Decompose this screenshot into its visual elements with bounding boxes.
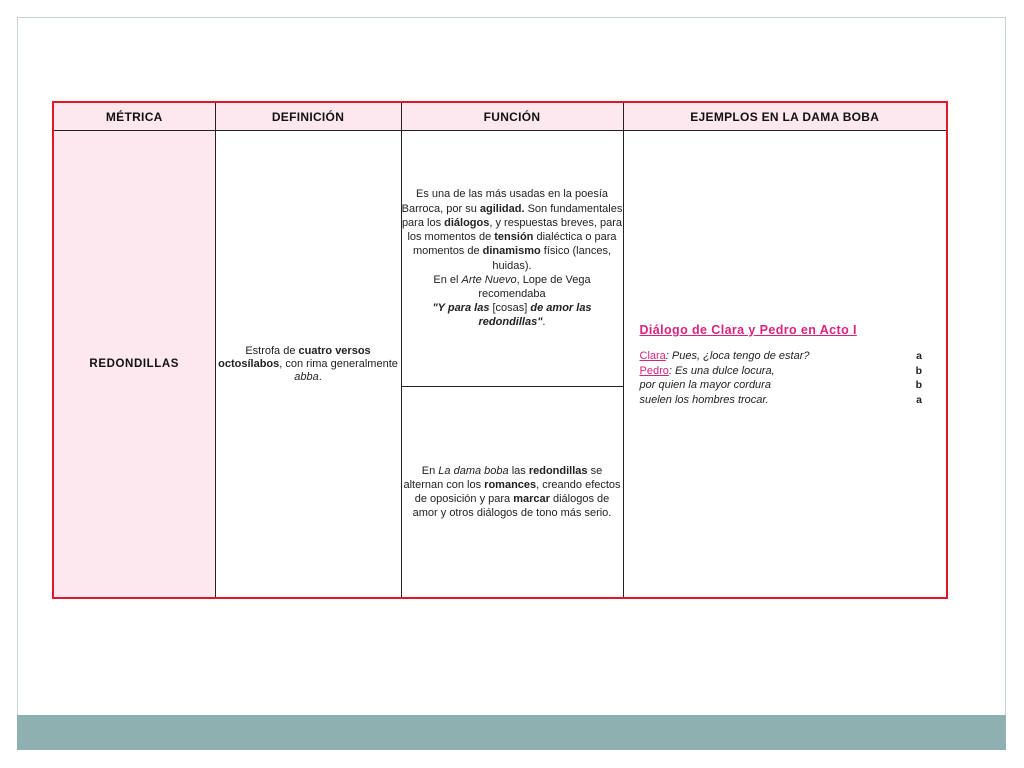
quote-text: de amor las redondillas" [478, 302, 592, 329]
verse-content: suelen los hombres trocar. [639, 393, 769, 406]
definition-bold: cuatro versos octosílabos [218, 344, 371, 370]
verse-content: por quien la mayor cordura [639, 379, 771, 391]
function-text: , Lope de Vega recomendaba [478, 273, 591, 300]
function-bold: tensión [494, 231, 534, 244]
verse-line [640, 364, 933, 379]
function-bold: redondillas [528, 464, 588, 477]
header-row [53, 102, 947, 131]
metric-table [52, 101, 948, 599]
speaker-name: Clara [639, 350, 666, 362]
table-row [53, 131, 947, 387]
verse-text [640, 393, 769, 408]
function-text: En [421, 464, 439, 477]
function-text: físico (lances, huidas). [492, 245, 612, 272]
function-bold: diálogos [444, 216, 490, 229]
rhyme-letter: b [915, 379, 922, 391]
verse-line [640, 378, 933, 393]
function-bold: agilidad. [479, 202, 525, 215]
function-italic: Arte Nuevo [461, 273, 517, 286]
function-text: Son fundamentales para los [401, 202, 623, 229]
verse-list [640, 349, 933, 407]
verse-line [640, 349, 933, 364]
verse-text [640, 364, 775, 379]
header-ejemplos: EJEMPLOS EN LA DAMA BOBA [623, 102, 947, 131]
function-text: las [508, 464, 529, 477]
header-metrica: MÉTRICA [53, 102, 215, 131]
function-text: diálogos de amor y otros diálogos de tono más serio. [412, 493, 612, 520]
definition-text: Estrofa de [245, 344, 299, 357]
function-italic: La dama boba [438, 464, 509, 477]
quote-text: "Y para las [432, 302, 493, 315]
verse-line [640, 393, 933, 408]
function-text: En el [433, 273, 462, 286]
function-bold: dinamismo [482, 245, 541, 258]
definition-text: . [318, 370, 322, 383]
examples-cell [623, 131, 947, 599]
rhyme-letter: a [916, 350, 922, 362]
function-text: , creando efectos de oposición y para [414, 478, 621, 505]
function-cell-bottom [401, 387, 623, 599]
speaker-name: Pedro [639, 364, 669, 377]
function-cell-top [401, 131, 623, 387]
verse-text [640, 378, 771, 393]
function-bold: romances [484, 478, 537, 491]
example-title: Diálogo de Clara y Pedro en Acto I [639, 323, 857, 337]
definition-text: , con rima generalmente [279, 357, 398, 370]
function-text: . [542, 316, 546, 329]
function-text: , y respuestas breves, para los momentos de [407, 216, 623, 244]
definition-cell [215, 131, 401, 599]
verse-content: : Pues, ¿loca tengo de estar? [665, 350, 810, 362]
header-funcion: FUNCIÓN [401, 102, 623, 131]
verse-content: : Es una dulce locura, [668, 364, 775, 377]
rhyme-letter: b [915, 364, 922, 377]
row-label-redondillas: REDONDILLAS [53, 131, 215, 599]
rhyme-letter: a [916, 393, 922, 406]
function-bold: marcar [513, 493, 550, 505]
footer-bar [17, 715, 1006, 750]
function-text: se alternan con los [403, 464, 603, 491]
quote-text: [cosas] [492, 302, 528, 315]
header-definicion: DEFINICIÓN [215, 102, 401, 131]
verse-text [640, 349, 810, 364]
definition-italic: abba [294, 370, 319, 383]
function-text: dialéctica o para momentos de [412, 231, 617, 258]
function-text: Es una de las más usadas en la poesía Barroca, por su [401, 188, 608, 215]
